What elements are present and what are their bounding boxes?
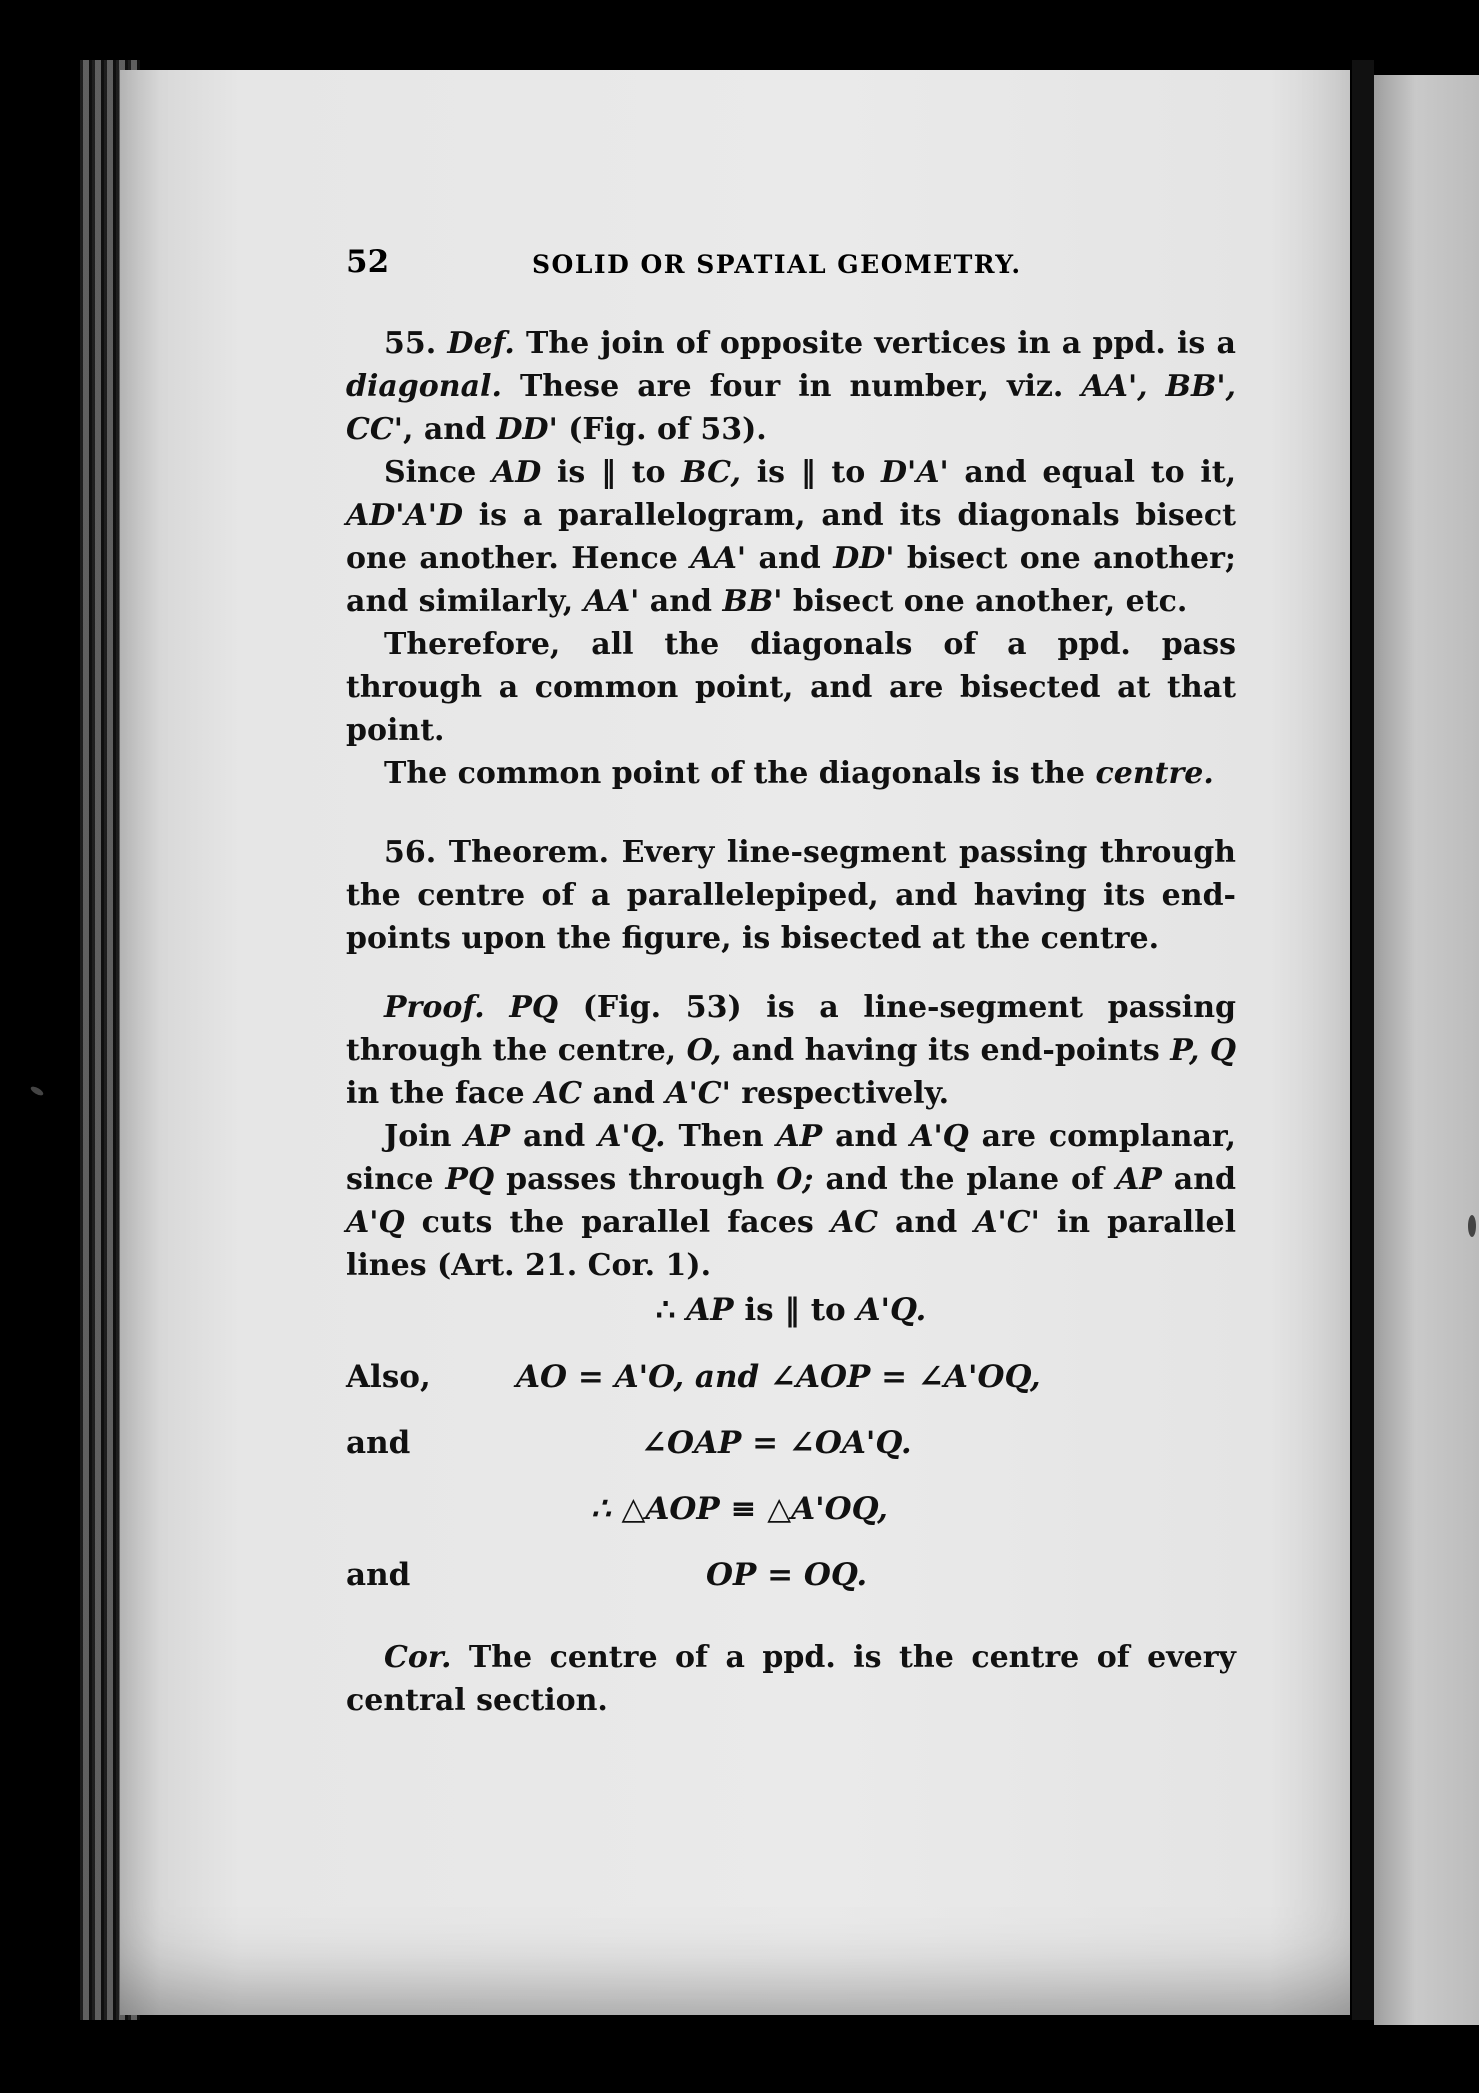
text-run: cuts the parallel faces: [421, 1205, 814, 1240]
corollary-paragraph: [346, 1636, 1236, 1722]
section-number: 55.: [384, 326, 437, 361]
section-55-definition: [346, 322, 1236, 451]
math-run: A'Q: [346, 1205, 405, 1240]
section-56-theorem: [346, 831, 1236, 960]
page-gutter-shadow: [1352, 60, 1374, 2020]
text-run: is ‖ to: [556, 455, 666, 490]
text-run: respectively.: [741, 1076, 950, 1111]
math-run: AC: [830, 1205, 878, 1240]
math-run: A'C': [974, 1205, 1040, 1240]
math-run: A'Q.: [598, 1119, 666, 1154]
text-run: The common point of the diagonals is the: [384, 756, 1086, 791]
math-run: AP: [1115, 1162, 1162, 1197]
text-run: and: [895, 1205, 958, 1240]
text-run: (Fig. of 53).: [568, 412, 767, 447]
proof-label: Proof.: [384, 990, 485, 1025]
equation-line: [346, 1478, 1236, 1544]
text-run: in parallel lines (Art. 21. Cor. 1).: [346, 1205, 1237, 1283]
math-run: DD': [496, 412, 558, 447]
text-run: and the plane of: [825, 1162, 1104, 1197]
equation-line: [346, 1412, 1236, 1478]
text-run: , and: [402, 412, 487, 447]
corollary-text: The centre of a ppd. is the centre of every central section.: [346, 1640, 1236, 1718]
math-run: O,: [686, 1033, 722, 1068]
text-run: Then: [678, 1119, 764, 1154]
text-run: and having its end-points: [731, 1033, 1160, 1068]
math-run: O;: [776, 1162, 814, 1197]
text-run: is ‖ to: [744, 1292, 846, 1328]
math-run: A'Q: [910, 1119, 969, 1154]
math-run: AP: [686, 1292, 734, 1328]
proof-paragraph: [346, 1115, 1236, 1287]
math-run: AD'A'D: [346, 498, 463, 533]
text-run: bisect one another; and similarly,: [346, 541, 1236, 619]
text-run: are complanar, since: [346, 1119, 1236, 1197]
theorem-statement: Every line-segment passing through the centre of a parallelepiped, and having its end-points upon the figure, is bisected at the centre.: [346, 835, 1236, 956]
text-run: Since: [384, 455, 477, 490]
math-run: DD': [833, 541, 895, 576]
math-run: AC: [535, 1076, 583, 1111]
section-55-paragraph: [346, 451, 1236, 623]
proof-paragraph: [346, 986, 1236, 1115]
theorem-label: Theorem.: [448, 835, 610, 870]
text-run: and: [592, 1076, 655, 1111]
equation-lead: Also,: [346, 1359, 431, 1395]
text-run: and equal to it,: [964, 455, 1237, 490]
text-run: is a parallelogram, and its diagonals bisect one another. Hence: [346, 498, 1236, 576]
text-run: These are four in number, viz.: [519, 369, 1064, 404]
math-run: P, Q: [1170, 1033, 1236, 1068]
corollary-label: Cor.: [384, 1640, 452, 1675]
text-run: and: [758, 541, 821, 576]
text-run: (Fig. 53) is a line-segment passing through the centre,: [346, 990, 1236, 1068]
math-run: PQ: [445, 1162, 495, 1197]
text-run: Join: [384, 1119, 452, 1154]
equation-line: [346, 1346, 1236, 1412]
text-run: is ‖ to: [756, 455, 866, 490]
equation: ∠OAP = ∠OA'Q.: [641, 1425, 912, 1461]
text-run: in the face: [346, 1076, 525, 1111]
text-run: passes through: [506, 1162, 765, 1197]
defined-term: centre.: [1095, 756, 1214, 791]
math-run: AA': [583, 584, 640, 619]
therefore-statement: [346, 1289, 1236, 1332]
defined-term: diagonal.: [346, 369, 502, 404]
math-run: AP: [776, 1119, 823, 1154]
therefore-symbol: ∴: [655, 1292, 676, 1328]
text-run: and: [522, 1119, 586, 1154]
text-run: and: [835, 1119, 898, 1154]
text-run: bisect one another, etc.: [792, 584, 1188, 619]
math-run: BB': [722, 584, 783, 619]
running-head: SOLID OR SPATIAL GEOMETRY.: [532, 250, 1022, 279]
adjacent-page-edge: [1374, 75, 1479, 2025]
math-run: A'Q.: [856, 1292, 927, 1328]
text-run: and: [1173, 1162, 1236, 1197]
math-run: AA', BB', CC': [346, 369, 1236, 447]
equation-lead: and: [346, 1425, 411, 1461]
definition-label: Def.: [447, 326, 515, 361]
math-run: AA': [690, 541, 747, 576]
equation-line: [346, 1544, 1236, 1610]
math-run: AD: [491, 455, 542, 490]
math-run: BC,: [681, 455, 741, 490]
math-run: A'C': [665, 1076, 731, 1111]
section-number: 56.: [384, 835, 437, 870]
section-55-paragraph: [346, 752, 1236, 795]
equation: ∴ △AOP ≡ △A'OQ,: [591, 1491, 888, 1527]
scan-speck: [1468, 1215, 1476, 1237]
page-number: 52: [346, 244, 390, 280]
page-body: [346, 240, 1236, 1722]
math-run: PQ: [509, 990, 559, 1025]
math-run: AP: [464, 1119, 511, 1154]
text-run: and: [649, 584, 713, 619]
equation: OP = OQ.: [706, 1557, 868, 1593]
section-55-paragraph: Therefore, all the diagonals of a ppd. pass through a common point, and are bisected at that point.: [346, 627, 1236, 748]
math-run: D'A': [881, 455, 949, 490]
equation-lead: and: [346, 1557, 411, 1593]
equation: AO = A'O, and ∠AOP = ∠A'OQ,: [516, 1359, 1041, 1395]
text-run: The join of opposite vertices in a ppd. is a: [526, 326, 1236, 361]
